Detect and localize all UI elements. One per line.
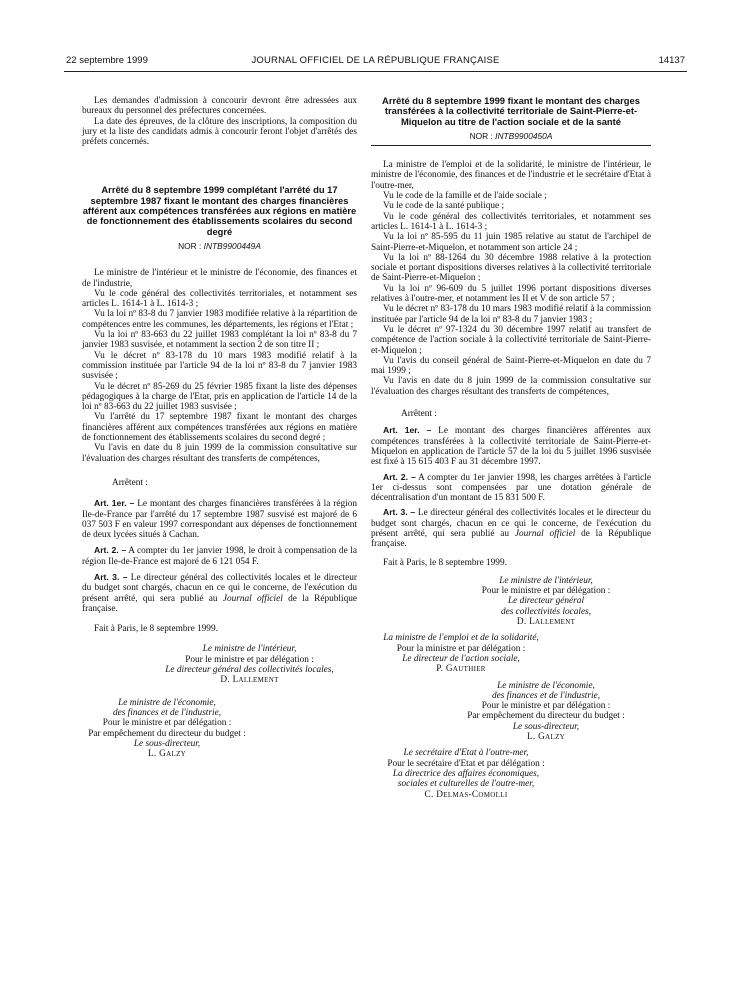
article-3 xyxy=(82,572,357,614)
article-3 xyxy=(371,507,651,549)
visa-paragraph: Vu l'avis en date du 8 juin 1999 de la commission consultative sur l'évaluation des charges résultant des transferts de compétences, xyxy=(371,376,651,397)
visa-paragraph: Vu le code général des collectivités territoriales, et notamment ses articles L. 1614-1 à L. 1614-3 ; xyxy=(82,288,357,310)
visa-paragraph: Vu l'arrêté du 17 septembre 1987 fixant le montant des charges financières afférent aux compétences transférées aux régions en matière de fonctionnement des établissements scolaires du second degré ; xyxy=(82,412,357,444)
article-1 xyxy=(82,498,357,540)
signatory-function: Le sous-directeur, xyxy=(512,721,580,732)
article-text: Le montant des charges financières afférentes aux compétences transférées à la collectivité territoriale de Saint-Pierre-et-Miquelon en application de l'article 57 de la loi du 5 juillet 1996 susvisée est fixé à 15 615 403 F au 31 décembre 1997. xyxy=(371,426,652,468)
visa-paragraph: Vu la loi nº 96-609 du 5 juillet 1996 portant dispositions diverses relatives à l'outre-mer, et notamment les II et V de son article 57 ; xyxy=(371,283,651,305)
visa-paragraph: La ministre de l'emploi et de la solidarité, le ministre de l'intérieur, le ministre de l'économie, des finances et de l'industrie et le secrétaire d'Etat à l'outre-mer, xyxy=(371,160,651,191)
signatory-delegation: Pour le ministre et par délégation : xyxy=(481,701,611,712)
signatory-delegation: Pour le ministre et par délégation : xyxy=(185,654,314,665)
article-2 xyxy=(82,545,357,567)
article-label: Art. 1er. – xyxy=(94,498,135,509)
article-1 xyxy=(371,425,651,467)
header-date: 22 septembre 1999 xyxy=(66,55,148,66)
page-header xyxy=(66,55,685,69)
visa-paragraph: Le ministre de l'intérieur et le ministre de l'économie, des finances et de l'industrie, xyxy=(82,268,357,289)
article-text-end: de la République française. xyxy=(82,593,357,614)
right-column xyxy=(371,96,651,800)
signatory-function: des collectivités locales, xyxy=(500,606,592,617)
signatory-impediment: Par empêchement du directeur du budget : xyxy=(467,711,625,722)
article-label: Art. 2. – xyxy=(383,471,416,482)
article-text: A compter du 1er janvier 1998, le droit à compensation de la région Ile-de-France est majoré de 6 121 054 F. xyxy=(82,546,358,567)
article-text-end: de la République française. xyxy=(371,528,651,550)
visa-paragraph: Vu le décret nº 83-178 du 10 mars 1983 modifié relatif à la commission instituée par l'article 94 de la loi nº 83-8 du 7 janvier 1983 ; xyxy=(371,304,651,325)
header-rule xyxy=(64,71,687,72)
article-text: Le directeur général des collectivités locales et le directeur du budget sont chargés, chacun en ce qui le concerne, de l'exécution du présent arrêté, qui sera publié au xyxy=(371,508,651,539)
nor-label: NOR : xyxy=(178,240,202,251)
nor-code: INTB9900450A xyxy=(495,130,553,141)
visa-paragraph: Vu la loi nº 83-663 du 22 juillet 1983 complétant la loi nº 83-8 du 7 janvier 1983 susvisée, et notamment la section 2 de son titre II ; xyxy=(82,330,357,351)
signatory-name: D. Lallement xyxy=(220,675,279,686)
signatory-name: C. Delmas-Comolli xyxy=(424,789,508,800)
intro-paragraph: La date des épreuves, de la clôture des inscriptions, la composition du jury et la liste des candidats admis à concourir feront l'objet d'arrêtés des préfets concernés. xyxy=(82,116,357,148)
signatory-name: D. Lallement xyxy=(516,617,576,628)
signature-block xyxy=(371,681,651,743)
done-at: Fait à Paris, le 8 septembre 1999. xyxy=(94,624,218,635)
signatory-name: L. Galzy xyxy=(526,732,566,743)
left-column xyxy=(82,96,357,759)
right-nor xyxy=(371,131,651,141)
intro-paragraph: Les demandes d'admission à concourir devront être adressées aux bureaux du personnel des préfectures concernées. xyxy=(82,96,357,117)
nor-code: INTB9900449A xyxy=(203,240,261,251)
visa-paragraph: Vu le code général des collectivités territoriales, et notamment ses articles L. 1614-1 à L. 1614-3 ; xyxy=(371,211,651,232)
visa-paragraph: Vu le décret nº 83-178 du 10 mars 1983 modifié relatif à la commission instituée par l'article 94 de la loi nº 83-8 du 7 janvier 1983 susvisée ; xyxy=(82,350,357,382)
signature-block xyxy=(82,644,357,685)
article-text: A compter du 1er janvier 1998, les charges arrêtées à l'article 1er ci-dessus sont compensées par une dotation générale de décentralisation d'un montant de 15 831 500 F. xyxy=(371,472,652,504)
signatory-name: P. Gauthier xyxy=(436,664,486,675)
visa-paragraph: Vu l'avis en date du 8 juin 1999 de la commission consultative sur l'évaluation des charges résultant des transferts de compétences, xyxy=(82,443,357,464)
signatory-minister: Le secrétaire d'Etat à l'outre-mer, xyxy=(403,748,529,759)
arretent-heading: Arrêtent : xyxy=(112,477,148,488)
signatory-delegation: Pour la ministre et par délégation : xyxy=(396,643,526,654)
visa-paragraph: Vu le code de la santé publique ; xyxy=(383,201,505,212)
signatory-minister: des finances et de l'industrie, xyxy=(112,707,222,718)
visa-paragraph: Vu la loi nº 83-8 du 7 janvier 1983 modifiée relative à la répartition de compétences entre les communes, les départements, les régions et l'Etat ; xyxy=(82,309,357,330)
header-page-number: 14137 xyxy=(658,55,685,66)
visa-paragraph: Vu l'avis du conseil général de Saint-Pierre-et-Miquelon en date du 7 mai 1999 ; xyxy=(371,355,651,377)
visa-paragraph: Vu la loi nº 85-595 du 11 juin 1985 relative au statut de l'archipel de Saint-Pierre-et-Miquelon, et notamment son article 24 ; xyxy=(371,232,651,253)
signatory-minister: Le ministre de l'économie, xyxy=(497,680,595,691)
journal-officiel-ref: Journal officiel xyxy=(514,528,576,539)
right-decree-title-text: Arrêté du 8 septembre 1999 fixant le montant des charges transférées à la collectivité territoriale de Saint-Pierre-et-Miquelon au titre de l'action sociale et de la santé xyxy=(382,95,640,127)
signatory-function: sociales et culturelles de l'outre-mer, xyxy=(397,779,535,790)
signatory-function: Le directeur général des collectivités locales, xyxy=(165,665,334,676)
signatory-function: Le directeur de l'action sociale, xyxy=(402,653,520,664)
signatory-delegation: Pour le ministre et par délégation : xyxy=(102,718,232,729)
article-label: Art. 3. – xyxy=(94,571,128,582)
arretent-heading: Arrêtent : xyxy=(401,409,437,420)
signatory-name: L. Galzy xyxy=(147,749,187,760)
article-label: Art. 1er. – xyxy=(383,425,432,436)
left-nor xyxy=(82,241,357,251)
signature-block xyxy=(371,748,561,799)
signatory-delegation: Pour le ministre et par délégation : xyxy=(481,586,611,597)
header-journal-title: JOURNAL OFFICIEL DE LA RÉPUBLIQUE FRANÇAISE xyxy=(251,55,500,66)
signatory-minister: Le ministre de l'économie, xyxy=(118,697,216,708)
signature-block xyxy=(82,698,252,760)
article-text: Le directeur général des collectivités locales et le directeur du budget sont chargés, chacun en ce qui le concerne, de l'exécution du présent arrêté, qui sera publié au xyxy=(82,572,357,604)
article-label: Art. 2. – xyxy=(94,545,127,556)
signatory-minister: des finances et de l'industrie, xyxy=(491,690,601,701)
visa-paragraph: Vu le décret nº 85-269 du 25 février 1985 fixant la liste des dépenses pédagogiques à la charge de l'Etat, pris en application de l'article 14 de la loi nº 83-663 du 22 juillet 1983 susvisée ; xyxy=(82,381,357,413)
visa-paragraph: Vu la loi nº 88-1264 du 30 décembre 1988 relative à la protection sociale et portant dispositions diverses relatives à la collectivité territoriale de Saint-Pierre-et-Miquelon ; xyxy=(371,252,651,284)
done-at: Fait à Paris, le 8 septembre 1999. xyxy=(383,557,507,568)
signatory-minister: Le ministre de l'intérieur, xyxy=(202,644,297,655)
signatory-minister: Le ministre de l'intérieur, xyxy=(499,575,593,586)
article-text: Le montant des charges financières transférées à la région Ile-de-France par l'arrêté du 17 septembre 1987 susvisé est majoré de 6 037 503 F en valeur 1997 correspondant aux dépenses de fonctionnement de deux lycées situés à Cachan. xyxy=(82,499,358,541)
article-2 xyxy=(371,472,651,504)
signatory-function: Le directeur général xyxy=(507,596,585,607)
left-decree-title: Arrêté du 8 septembre 1999 complétant l'arrêté du 17 septembre 1987 fixant le montant des charges financières afférent aux compétences transférées aux régions en matière de fonctionnement des établissements scolaires du second degré xyxy=(82,184,357,237)
journal-officiel-ref: Journal officiel xyxy=(222,593,283,604)
visa-paragraph: Vu le code de la famille et de l'aide sociale ; xyxy=(383,191,547,202)
signatory-delegation: Pour le secrétaire d'Etat et par délégation : xyxy=(387,758,545,769)
visa-paragraph: Vu le décret nº 97-1324 du 30 décembre 1997 relatif au transfert de compétence de l'action sociale à la collectivité territoriale de Saint-Pierre-et-Miquelon ; xyxy=(371,324,651,356)
signatory-function: La directrice des affaires économiques, xyxy=(392,768,540,779)
nor-label: NOR : xyxy=(469,130,493,141)
right-decree-title xyxy=(371,96,651,146)
signature-block xyxy=(371,576,651,627)
article-label: Art. 3. – xyxy=(383,507,416,518)
signatory-minister: La ministre de l'emploi et de la solidarité, xyxy=(383,633,539,644)
signatory-impediment: Par empêchement du directeur du budget : xyxy=(88,728,246,739)
signatory-function: Le sous-directeur, xyxy=(133,738,201,749)
signature-block xyxy=(371,633,551,674)
